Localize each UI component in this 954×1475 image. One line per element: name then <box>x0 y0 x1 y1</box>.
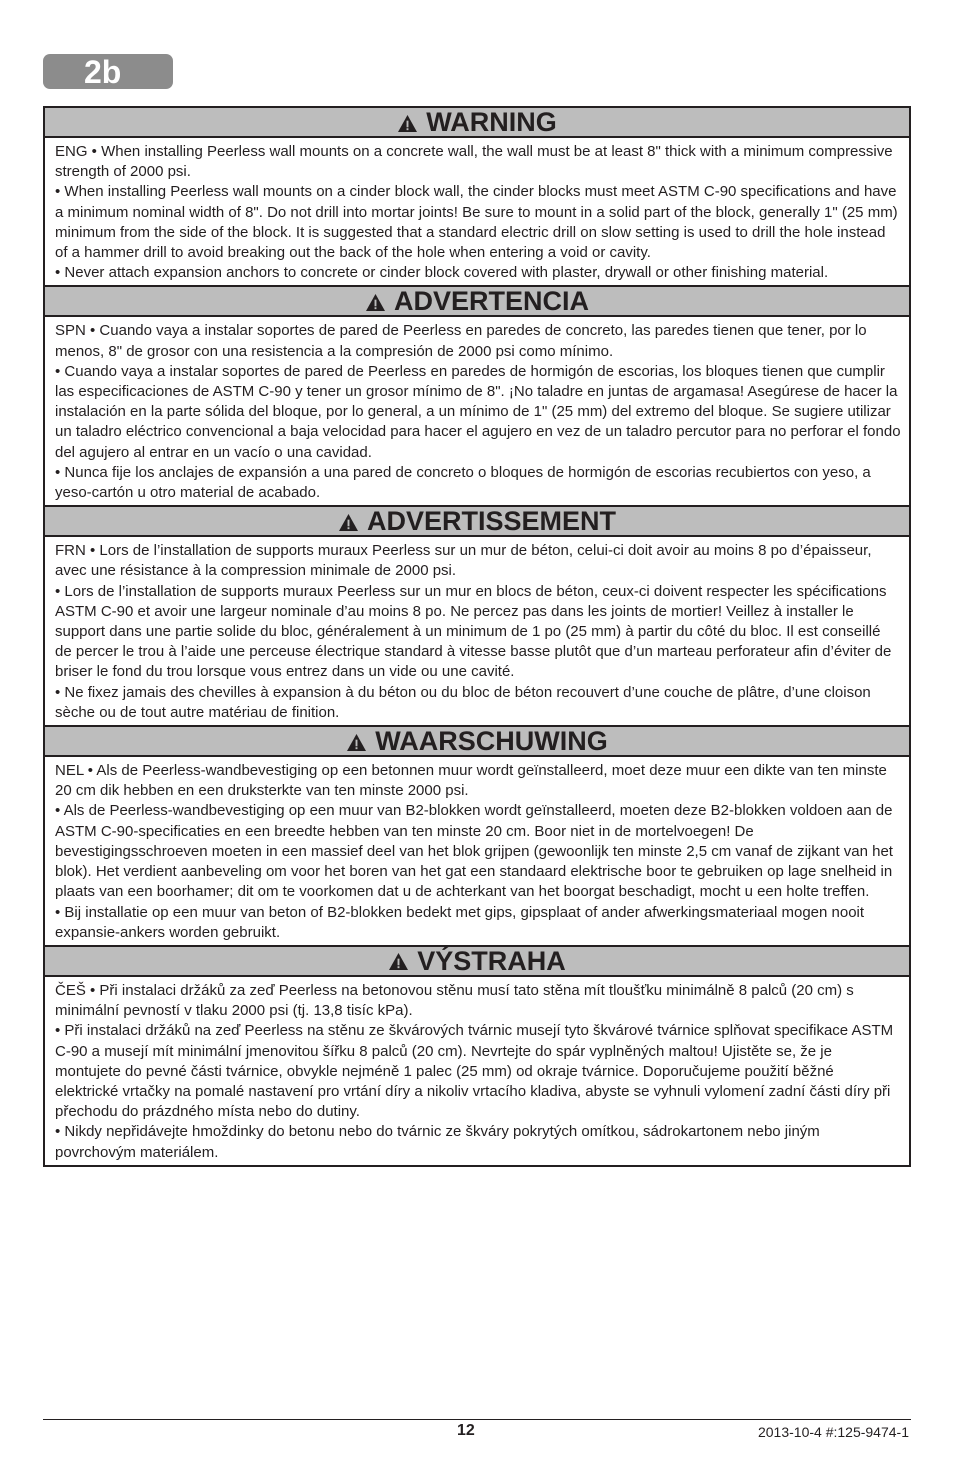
warning-paragraph: FRN • Lors de l’installation de supports muraux Peerless sur un mur de béton, celui-ci doit avoir au moins 8 po d’épaisseur, avec une résistance à la compression minimale de 2000 psi. <box>55 542 872 580</box>
warning-box-eng <box>45 108 909 285</box>
warning-paragraph: • When installing Peerless wall mounts on a cinder block wall, the cinder blocks must meet ASTM C-90 specifications and have a minimum nominal width of 8". Do not drill into mortar joints! Be sure to mount in a solid part of the block, generally 1" (25 mm) minimum from the side of the block. It is suggested that a standard electric drill on slow setting is used to drill the hole instead of a hammer drill to avoid breaking out the back of the hole when entering a void or cavity. <box>55 183 898 262</box>
warning-paragraph: ČEŠ • Při instalaci držáků za zeď Peerless na betonovou stěnu musí tato stěna mít tloušťku minimálně 8 palců (20 cm) s minimální pevností v tlaku 2000 psi (tj. 13,8 tisíc kPa). <box>55 981 854 1020</box>
warning-header <box>45 945 909 977</box>
warning-paragraph: • Ne fixez jamais des chevilles à expansion à du béton ou du bloc de béton recouvert d’une couche de plâtre, d’une cloison sèche ou de tout autre matériau de finition. <box>55 683 871 721</box>
warning-paragraph: • Cuando vaya a instalar soportes de pared de Peerless en paredes de hormigón de escorias, los bloques tienen que cumplir las especificaciones de ASTM C-90 y tener un grosor mínimo de 8". ¡No taladre en juntas de argamasa! Asegúrese de hacer la instalación en la parte sólida del bloque, por lo general, a un mínimo de 1" (25 mm) del extremo del bloque. Se sugiere utilizar un taladro eléctrico convencional a baja velocidad para hacer el agujero en vez de un taladro percutor para no perforar el fondo del agujero al entrar en un vacío o una cavidad. <box>55 362 901 461</box>
warning-paragraph: • Never attach expansion anchors to concrete or cinder block covered with plaster, drywall or other finishing material. <box>55 264 829 282</box>
warning-paragraph: • Bij installatie op een muur van beton of B2-blokken bedekt met gips, gipsplaat of ander afwerkingsmateriaal mogen nooit expansie-ankers worden gebruikt. <box>55 903 865 941</box>
warning-header <box>45 725 909 757</box>
warning-paragraph: NEL • Als de Peerless-wandbevestiging op een betonnen muur wordt geïnstalleerd, moet deze muur een dikte van ten minste 20 cm dik hebben en een druksterkte van ten minste 2000 psi. <box>55 762 887 800</box>
warning-body <box>45 977 909 1165</box>
warning-box-ces <box>45 945 909 1165</box>
warning-header <box>45 108 909 138</box>
warning-triangle-icon <box>365 293 386 312</box>
warning-paragraph: • Nunca fije los anclajes de expansión a una pared de concreto o bloques de hormigón de escorias recubiertos con yeso, a yeso-cartón u otro material de acabado. <box>55 463 871 502</box>
warning-title: ADVERTISSEMENT <box>366 506 617 537</box>
page-number: 12 <box>457 1422 475 1439</box>
warning-paragraph: SPN • Cuando vaya a instalar soportes de pared de Peerless en paredes de concreto, las paredes tienen que tener, por lo menos, 8" de grosor con una resistencia a la compresión de 2000 psi como mínimo. <box>55 322 867 360</box>
warning-body <box>45 757 909 945</box>
warning-paragraph: • Nikdy nepřidávejte hmoždinky do betonu nebo do tvárnic ze škváry pokrytých omítkou, sádrokartonem nebo jiným povrchovým materiálem. <box>55 1123 820 1161</box>
warning-header <box>45 505 909 537</box>
warning-paragraph: • Als de Peerless-wandbevestiging op een muur van B2-blokken wordt geïnstalleerd, moeten deze B2-blokken voldoen aan de ASTM C-90-specificaties en een breedte hebben van ten minste 20 cm. Boor niet in de mortelvoegen! De bevestigingsschroeven moeten in een massief deel van het blok grijpen (gewoonlijk ten minste 2,5 cm vanaf de zijkant van het blok). Het verdient aanbeveling om voor het boren van het gat een standaard elektrische boor te gebruiken op lage snelheid in plaats van een boorhamer; dit om te voorkomen dat u de achterkant van het boorgat beschadigt, mocht u een holte treffen. <box>55 802 893 901</box>
warning-box-spn <box>45 285 909 505</box>
warning-triangle-icon <box>388 952 409 971</box>
warning-paragraph: ENG • When installing Peerless wall mounts on a concrete wall, the wall must be at least 8" thick with a minimum compressive strength of 2000 psi. <box>55 143 893 181</box>
warning-title: WARNING <box>426 107 557 137</box>
warning-header <box>45 285 909 317</box>
warning-paragraph: • Lors de l’installation de supports muraux Peerless sur un mur en blocs de béton, ceux-ci doivent respecter les spécifications ASTM C-90 et avoir une largeur nominale d’au moins 8 po. Ne percez pas dans les joints de mortier! Veillez à installer le support dans une partie solide du bloc, généralement à un minimum de 1 po (25 mm) à partir du côté du bloc. Il est conseillé de percer le trou à l’aide une perceuse électrique standard à vitesse basse plutôt que d’un marteau perforateur afin d’éviter de briser le fond du trou lorsque vous entrez dans un vide ou une cavité. <box>55 582 892 681</box>
warning-triangle-icon <box>397 114 418 133</box>
warning-body <box>45 537 909 725</box>
footer-divider <box>43 1419 911 1420</box>
warning-body <box>45 317 909 505</box>
step-label: 2b <box>84 54 122 90</box>
warning-title: VÝSTRAHA <box>417 945 566 976</box>
step-badge <box>43 54 173 89</box>
warning-title: WAARSCHUWING <box>375 726 608 757</box>
warning-title: ADVERTENCIA <box>393 286 589 317</box>
warnings-panel <box>43 106 911 1167</box>
warning-paragraph: • Při instalaci držáků na zeď Peerless na stěnu ze škvárových tvárnic musejí tyto škvárové tvárnice splňovat specifikace ASTM C-90 a musejí mít minimální jmenovitou šířku 8 palců (20 cm). Nevrtejte do spár vyplněných maltou! Ujistěte se, že je montujete do pevné části tvárnice, obvykle nejméně 1 palec (25 mm) od okraje tvárnice. Doporučujeme použití běžné elektrické vrtačky na pomalé nastavení pro vrtání díry a nikoliv vrtacího kladiva, abyste se vyhnuli vylomení zadní části díry při přechodu do prázdného místa nebo do dutiny. <box>55 1022 894 1121</box>
warning-triangle-icon <box>338 513 359 532</box>
document-id: 2013-10-4 #:125-9474-1 <box>757 1424 909 1440</box>
warning-box-nel <box>45 725 909 945</box>
warning-triangle-icon <box>346 733 367 752</box>
warning-box-frn <box>45 505 909 725</box>
warning-body <box>45 138 909 285</box>
